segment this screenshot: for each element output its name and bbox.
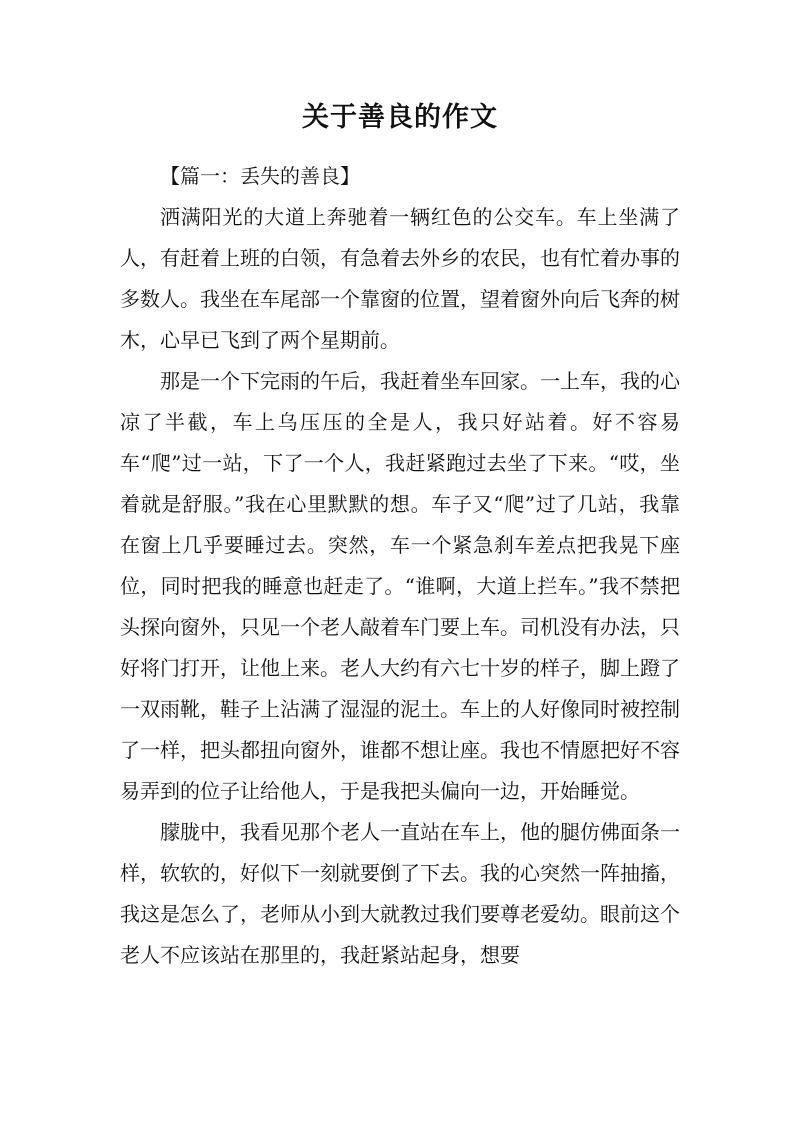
document-title: 关于善良的作文 [302, 102, 498, 133]
section-heading: 【篇一：丢失的善良】 [160, 164, 360, 188]
paragraph: 洒满阳光的大道上奔驰着一辆红色的公交车。车上坐满了人，有赶着上班的白领，有急着去外乡的农民，也有忙着办事的多数人。我坐在车尾部一个靠窗的位置，望着窗外向后飞奔的树木，心早已飞到了两个星期前。 [120, 205, 680, 352]
paragraph: 那是一个下完雨的午后，我赶着坐车回家。一上车，我的心凉了半截，车上乌压压的全是人，我只好站着。好不容易车“爬”过一站，下了一个人，我赶紧跑过去坐了下来。“哎，坐着就是舒服。”我在心里默默的想。车子又“爬”过了几站，我靠在窗上几乎要睡过去。突然，车一个紧急刹车差点把我晃下座位，同时把我的睡意也赶走了。“谁啊，大道上拦车。”我不禁把头探向窗外，只见一个老人敲着车门要上车。司机没有办法，只好将门打开，让他上来。老人大约有六七十岁的样子，脚上蹬了一双雨靴，鞋子上沾满了湿湿的泥土。车上的人好像同时被控制了一样，把头都扭向窗外，谁都不想让座。我也不情愿把好不容易弄到的位子让给他人，于是我把头偏向一边，开始睡觉。 [120, 369, 680, 803]
document-body [120, 156, 680, 976]
paragraph: 朦胧中，我看见那个老人一直站在车上，他的腿仿佛面条一样，软软的，好似下一刻就要倒了下去。我的心突然一阵抽搐，我这是怎么了，老师从小到大就教过我们要尊老爱幼。眼前这个老人不应该站在那里的，我赶紧站起身，想要 [120, 820, 680, 967]
